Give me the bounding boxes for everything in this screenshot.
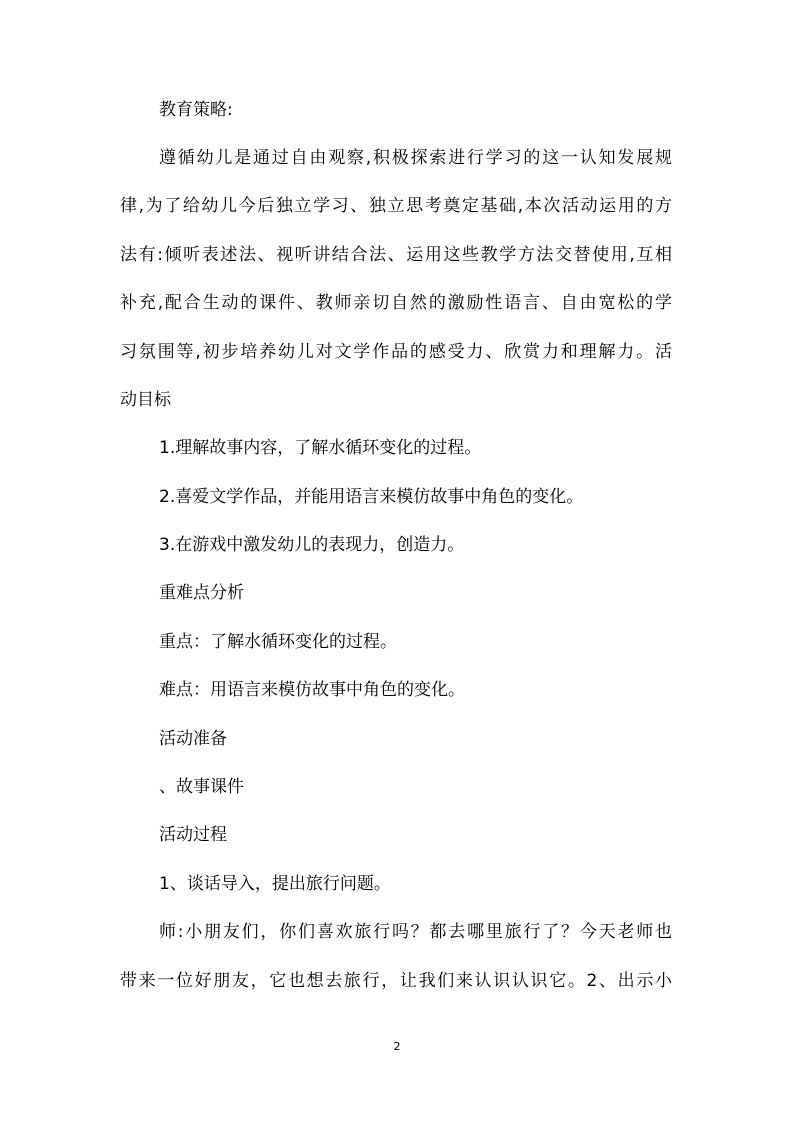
paragraph-line: 法有:倾听表述法、视听讲结合法、运用这些教学方法交替使用,互相 [120, 245, 672, 265]
paragraph-line: 动目标 [120, 390, 171, 410]
paragraph-line: 补充,配合生动的课件、教师亲切自然的激励性语言、自由宽松的学 [120, 293, 672, 313]
process-step: 1、谈话导入，提出旅行问题。 [159, 874, 391, 894]
page-number: 2 [393, 1040, 401, 1053]
goal-item: 1.理解故事内容，了解水循环变化的过程。 [159, 438, 482, 458]
key-point: 重点：了解水循环变化的过程。 [159, 632, 397, 652]
paragraph-line: 遵循幼儿是通过自由观察,积极探索进行学习的这一认知发展规 [159, 148, 672, 168]
paragraph-line: 律,为了给幼儿今后独立学习、独立思考奠定基础,本次活动运用的方 [120, 196, 672, 216]
paragraph-line: 师:小朋友们，你们喜欢旅行吗？都去哪里旅行了？今天老师也 [159, 922, 672, 942]
paragraph-line: 带来一位好朋友，它也想去旅行，让我们来认识认识它。2、出示小 [120, 971, 672, 991]
process-heading: 活动过程 [159, 825, 227, 845]
goal-item: 2.喜爱文学作品，并能用语言来模仿故事中角色的变化。 [159, 487, 584, 507]
analysis-heading: 重难点分析 [159, 583, 244, 603]
preparation-heading: 活动准备 [159, 729, 227, 749]
paragraph-line: 习氛围等,初步培养幼儿对文学作品的感受力、欣赏力和理解力。活 [120, 342, 672, 362]
goal-item: 3.在游戏中激发幼儿的表现力，创造力。 [159, 535, 465, 555]
strategy-heading: 教育策略: [159, 100, 233, 120]
difficult-point: 难点：用语言来模仿故事中角色的变化。 [159, 680, 465, 700]
preparation-item: 、故事课件 [159, 777, 244, 797]
